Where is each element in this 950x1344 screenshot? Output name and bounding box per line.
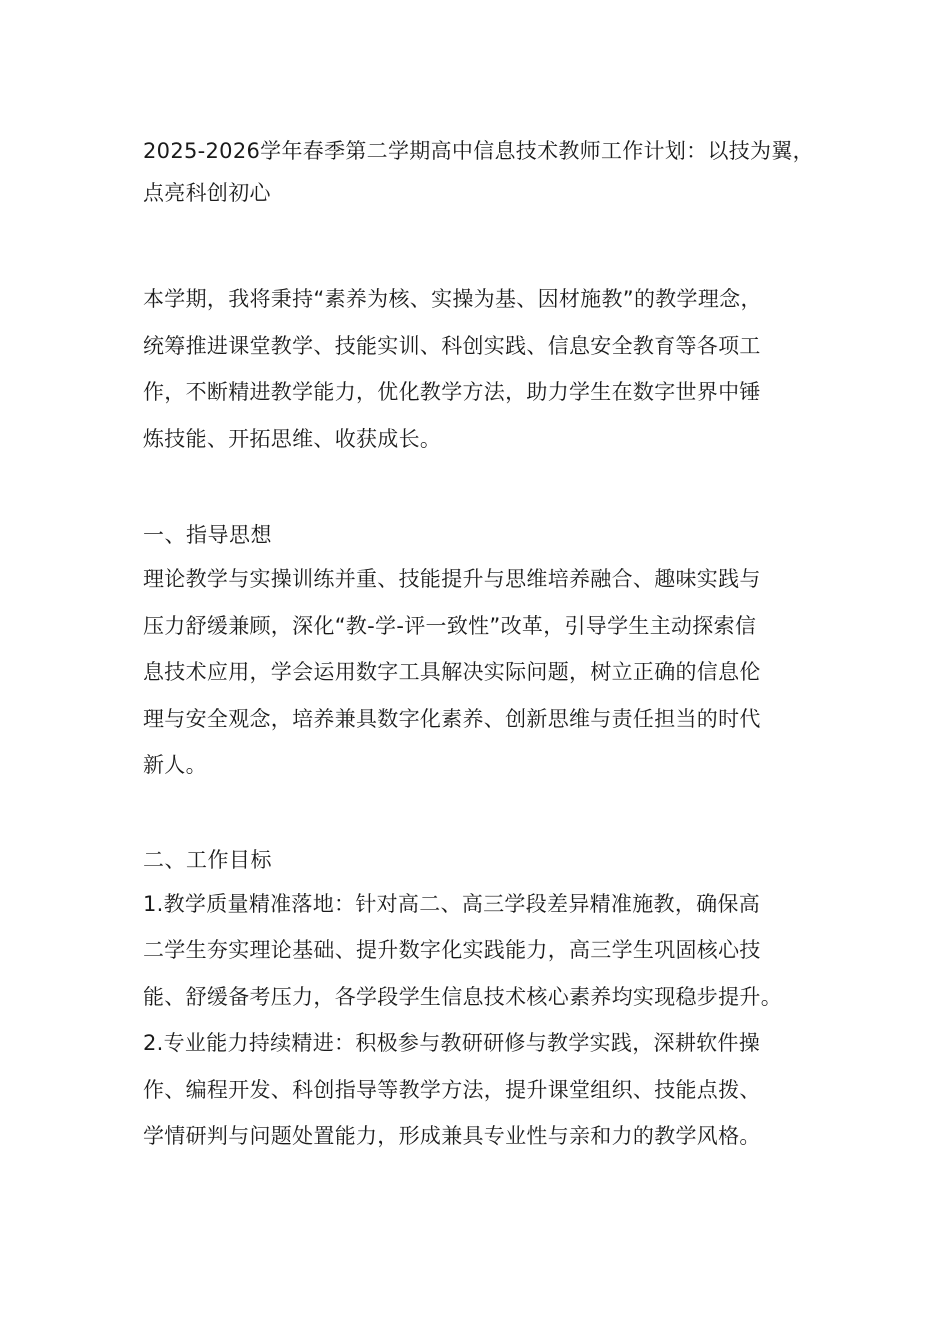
section-heading-work-goals: 二、工作目标	[143, 847, 272, 872]
intro-paragraph	[143, 276, 823, 462]
title-line: 点亮科创初心	[143, 181, 271, 205]
section1-line: 理与安全观念，培养兼具数字化素养、创新思维与责任担当的时代	[143, 706, 761, 731]
intro-line: 统筹推进课堂教学、技能实训、科创实践、信息安全教育等各项工	[143, 333, 761, 358]
section2-line: 能、舒缓备考压力，各学段学生信息技术核心素养均实现稳步提升。	[143, 984, 782, 1009]
document-title	[143, 130, 823, 214]
intro-line: 本学期，我将秉持“素养为核、实操为基、因材施教”的教学理念，	[143, 287, 762, 311]
intro-line: 炼技能、开拓思维、收获成长。	[143, 426, 442, 451]
title-line: 2025-2026学年春季第二学期高中信息技术教师工作计划：以技为翼，	[143, 139, 814, 163]
section1-line: 新人。	[143, 753, 207, 777]
section1-line: 理论教学与实操训练并重、技能提升与思维培养融合、趣味实践与	[143, 567, 761, 591]
section1-line: 息技术应用，学会运用数字工具解决实际问题，树立正确的信息伦	[143, 660, 761, 684]
section2-line: 二学生夯实理论基础、提升数字化实践能力，高三学生巩固核心技	[143, 938, 761, 962]
section1-paragraph	[143, 556, 823, 789]
section2-line: 2.专业能力持续精进：积极参与教研研修与教学实践，深耕软件操	[143, 1031, 761, 1055]
section2-line: 学情研判与问题处置能力，形成兼具专业性与亲和力的教学风格。	[143, 1124, 761, 1148]
document-body	[143, 130, 823, 1160]
intro-line: 作，不断精进教学能力，优化教学方法，助力学生在数字世界中锤	[143, 380, 761, 404]
section2-line: 1.教学质量精准落地：针对高二、高三学段差异精准施教，确保高	[143, 891, 761, 916]
section2-paragraph	[143, 881, 823, 1160]
section1-line: 压力舒缓兼顾，深化“教-学-评一致性”改革，引导学生主动探索信	[143, 613, 757, 638]
section-heading-guiding-ideology: 一、指导思想	[143, 523, 272, 547]
section2-line: 作、编程开发、科创指导等教学方法，提升课堂组织、技能点拨、	[143, 1077, 761, 1102]
